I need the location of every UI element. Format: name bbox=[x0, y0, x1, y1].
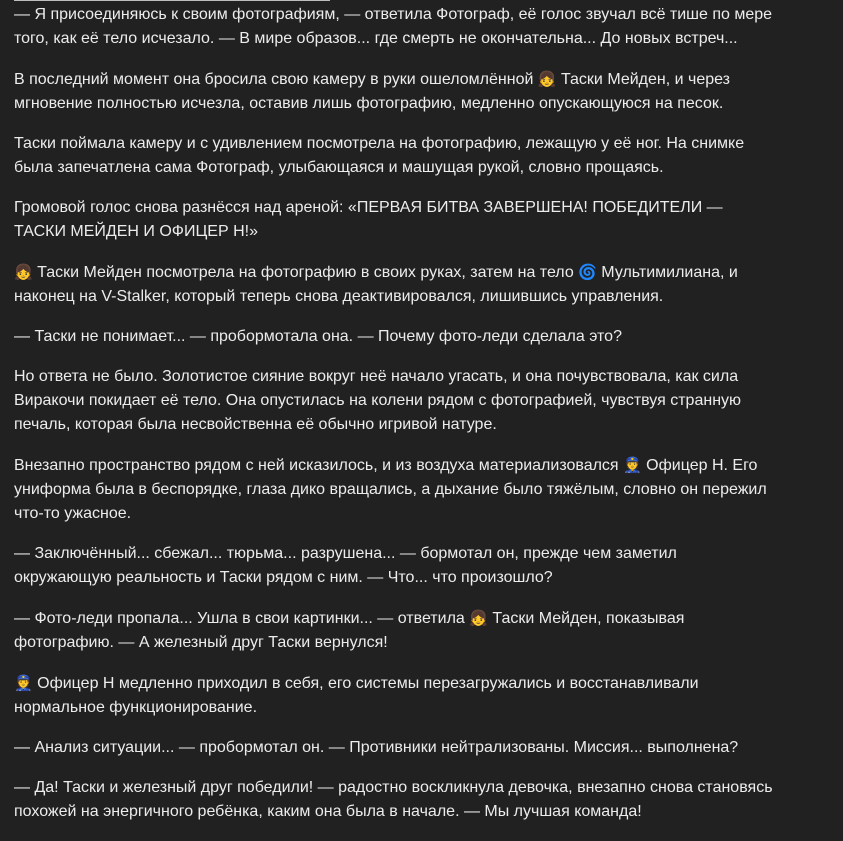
story-paragraph bbox=[14, 196, 774, 244]
paragraph-text: — Таски не понимает... — пробормотала она. — Почему фото-леди сделала это? bbox=[14, 328, 622, 345]
paragraph-text: Громовой голос снова разнёсся над ареной: «ПЕРВАЯ БИТВА ЗАВЕРШЕНА! ПОБЕДИТЕЛИ — ТАСКИ МЕЙДЕН И ОФИЦЕР Н!» bbox=[14, 199, 723, 240]
story-paragraph bbox=[14, 736, 774, 760]
story-paragraph bbox=[14, 453, 774, 526]
paragraph-text: — Фото-леди пропала... Ушла в свои картинки... — ответила bbox=[14, 610, 470, 627]
girl-emoji-icon: 👧 bbox=[14, 263, 33, 281]
story-paragraph bbox=[14, 3, 774, 51]
paragraph-text: Но ответа не было. Золотистое сияние вокруг неё начало угасать, и она почувствовала, как сила Виракочи покидает её тело. Она опустилась на колени рядом с фотографией, чувствуя странную печаль, которая была несвойственна её обычно игривой натуре. bbox=[14, 368, 742, 433]
paragraph-text: Мультимилиана, и наконец на V-Stalker, который теперь снова деактивировался, лишившись управления. bbox=[14, 264, 738, 305]
paragraph-text: — Анализ ситуации... — пробормотал он. — Противники нейтрализованы. Миссия... выполнена? bbox=[14, 739, 739, 756]
paragraph-text: — Заключённый... сбежал... тюрьма... разрушена... — бормотал он, прежде чем заметил окружающую реальность и Таски рядом с ним. — Что... что произошло? bbox=[14, 545, 677, 586]
chat-message-content bbox=[14, 3, 774, 840]
cyclone-emoji-icon: 🌀 bbox=[578, 263, 597, 281]
paragraph-text: Внезапно пространство рядом с ней исказилось, и из воздуха материализовался bbox=[14, 457, 624, 474]
story-paragraph bbox=[14, 365, 774, 437]
paragraph-text: Офицер Н медленно приходил в себя, его системы перезагружались и восстанавливали нормальное функционирование. bbox=[14, 675, 699, 716]
paragraph-text: Офицер Н. Его униформа была в беспорядке, глаза дико вращались, а дыхание было тяжёлым, словно он пережил что-то ужасное. bbox=[14, 457, 767, 522]
story-paragraph bbox=[14, 132, 774, 180]
top-divider bbox=[14, 0, 330, 1]
story-paragraph bbox=[14, 671, 774, 720]
girl-emoji-icon: 👧 bbox=[537, 70, 557, 88]
story-paragraph bbox=[14, 325, 774, 349]
story-paragraph bbox=[14, 67, 774, 116]
story-paragraph bbox=[14, 260, 774, 309]
story-paragraph bbox=[14, 542, 774, 590]
paragraph-text: Таски Мейден посмотрела на фотографию в своих руках, затем на тело bbox=[32, 264, 579, 281]
story-paragraph bbox=[14, 776, 774, 824]
police-officer-emoji-icon: 👮 bbox=[14, 674, 33, 692]
paragraph-text: В последний момент она бросила свою камеру в руки ошеломлённой bbox=[14, 71, 538, 88]
paragraph-text: Таски Мейден, показывая фотографию. — А железный друг Таски вернулся! bbox=[14, 610, 685, 651]
girl-emoji-icon: 👧 bbox=[469, 609, 488, 627]
story-paragraph bbox=[14, 606, 774, 655]
paragraph-text: — Да! Таски и железный друг победили! — радостно воскликнула девочка, внезапно снова становясь похожей на энергичного ребёнка, каким она была в начале. — Мы лучшая команда! bbox=[14, 779, 773, 820]
police-officer-emoji-icon: 👮 bbox=[623, 456, 642, 474]
paragraph-text: Таски поймала камеру и с удивлением посмотрела на фотографию, лежащую у её ног. На снимке была запечатлена сама Фотограф, улыбающаяся и машущая рукой, словно прощаясь. bbox=[14, 135, 745, 176]
paragraph-text: Таски Мейден, и через мгновение полностью исчезла, оставив лишь фотографию, медленно опускающуюся на песок. bbox=[14, 71, 731, 112]
paragraph-text: — Я присоединяюсь к своим фотографиям, — ответила Фотограф, её голос звучал всё тише по мере того, как её тело исчезало. — В мире образов... где смерть не окончательна... До новых встреч... bbox=[14, 6, 773, 47]
